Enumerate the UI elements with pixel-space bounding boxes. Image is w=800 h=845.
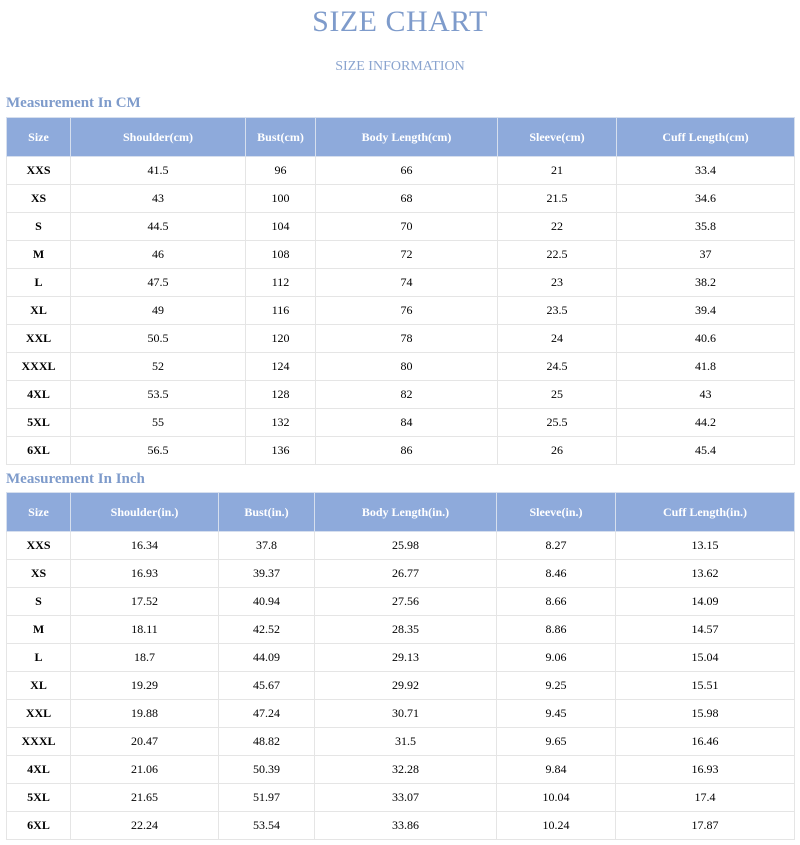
measurement-cell: 38.2 [617,269,795,297]
measurement-cell: 33.07 [315,784,497,812]
column-header: Cuff Length(in.) [616,493,795,532]
table-row [7,241,795,269]
measurement-cell: 8.66 [497,588,616,616]
measurement-cell: 76 [316,297,498,325]
measurement-cell: 50.5 [71,325,246,353]
measurement-cell: 37.8 [219,532,315,560]
measurement-cell: 15.98 [616,700,795,728]
measurement-cell: 30.71 [315,700,497,728]
measurement-cell: 23.5 [498,297,617,325]
size-cell: L [7,269,71,297]
measurement-cell: 48.82 [219,728,315,756]
measurement-cell: 32.28 [315,756,497,784]
measurement-cell: 116 [246,297,316,325]
table-row [7,756,795,784]
size-cell: XXL [7,700,71,728]
measurement-cell: 22.5 [498,241,617,269]
table-row [7,409,795,437]
measurement-cell: 28.35 [315,616,497,644]
size-cell: XXXL [7,353,71,381]
size-cell: XXXL [7,728,71,756]
measurement-cell: 136 [246,437,316,465]
measurement-cell: 33.4 [617,157,795,185]
size-cell: M [7,616,71,644]
measurement-cell: 22.24 [71,812,219,840]
size-cell: XXS [7,532,71,560]
table-row [7,437,795,465]
table-header-row [7,493,795,532]
measurement-cell: 56.5 [71,437,246,465]
size-cell: XL [7,297,71,325]
measurement-cell: 53.5 [71,381,246,409]
measurement-cell: 14.09 [616,588,795,616]
measurement-cell: 20.47 [71,728,219,756]
table-row [7,532,795,560]
column-header: Body Length(cm) [316,118,498,157]
measurement-cell: 37 [617,241,795,269]
measurement-cell: 8.86 [497,616,616,644]
size-cell: 5XL [7,784,71,812]
measurement-cell: 100 [246,185,316,213]
measurement-cell: 29.13 [315,644,497,672]
measurement-cell: 128 [246,381,316,409]
table-row [7,588,795,616]
column-header: Body Length(in.) [315,493,497,532]
measurement-cell: 47.24 [219,700,315,728]
measurement-cell: 25.5 [498,409,617,437]
measurement-cell: 18.7 [71,644,219,672]
measurement-cell: 21.65 [71,784,219,812]
measurement-cell: 14.57 [616,616,795,644]
column-header: Bust(cm) [246,118,316,157]
measurement-cell: 45.4 [617,437,795,465]
measurement-cell: 27.56 [315,588,497,616]
measurement-cell: 84 [316,409,498,437]
measurement-cell: 21.5 [498,185,617,213]
measurement-cell: 53.54 [219,812,315,840]
size-cell: M [7,241,71,269]
measurement-cell: 44.5 [71,213,246,241]
measurement-cell: 41.5 [71,157,246,185]
table-row [7,297,795,325]
measurement-cell: 23 [498,269,617,297]
size-cell: S [7,588,71,616]
size-cell: 6XL [7,812,71,840]
measurement-cell: 47.5 [71,269,246,297]
measurement-cell: 46 [71,241,246,269]
measurement-cell: 15.04 [616,644,795,672]
measurement-cell: 9.06 [497,644,616,672]
column-header: Shoulder(cm) [71,118,246,157]
table-row [7,672,795,700]
measurement-cell: 10.24 [497,812,616,840]
measurement-cell: 29.92 [315,672,497,700]
measurement-cell: 78 [316,325,498,353]
measurement-cell: 45.67 [219,672,315,700]
measurement-cell: 9.25 [497,672,616,700]
table-row [7,157,795,185]
measurement-cell: 19.88 [71,700,219,728]
table-row [7,269,795,297]
table-row [7,325,795,353]
measurement-cell: 108 [246,241,316,269]
measurement-cell: 52 [71,353,246,381]
measurement-cell: 68 [316,185,498,213]
measurement-cell: 82 [316,381,498,409]
table-row [7,185,795,213]
measurement-cell: 21 [498,157,617,185]
measurement-cell: 22 [498,213,617,241]
measurement-cell: 25.98 [315,532,497,560]
size-cell: 5XL [7,409,71,437]
section-title-cm: Measurement In CM [6,95,141,111]
column-header: Shoulder(in.) [71,493,219,532]
measurement-cell: 124 [246,353,316,381]
measurement-cell: 40.6 [617,325,795,353]
measurement-cell: 39.37 [219,560,315,588]
measurement-cell: 51.97 [219,784,315,812]
measurement-cell: 16.93 [71,560,219,588]
measurement-cell: 80 [316,353,498,381]
column-header: Bust(in.) [219,493,315,532]
page-subtitle: SIZE INFORMATION [335,59,465,74]
measurement-cell: 9.65 [497,728,616,756]
measurement-cell: 17.52 [71,588,219,616]
measurement-cell: 24.5 [498,353,617,381]
measurement-cell: 26.77 [315,560,497,588]
table-row [7,381,795,409]
measurement-cell: 33.86 [315,812,497,840]
measurement-cell: 43 [617,381,795,409]
measurement-cell: 17.87 [616,812,795,840]
measurement-cell: 21.06 [71,756,219,784]
table-row [7,353,795,381]
measurement-cell: 9.45 [497,700,616,728]
measurement-cell: 19.29 [71,672,219,700]
measurement-cell: 26 [498,437,617,465]
column-header: Size [7,118,71,157]
size-table-inch [6,492,795,840]
size-cell: 4XL [7,756,71,784]
measurement-cell: 35.8 [617,213,795,241]
measurement-cell: 104 [246,213,316,241]
measurement-cell: 18.11 [71,616,219,644]
size-cell: S [7,213,71,241]
section-title-inch: Measurement In Inch [6,471,145,487]
measurement-cell: 13.62 [616,560,795,588]
table-row [7,213,795,241]
measurement-cell: 39.4 [617,297,795,325]
size-table-cm [6,117,795,465]
measurement-cell: 132 [246,409,316,437]
measurement-cell: 40.94 [219,588,315,616]
measurement-cell: 16.46 [616,728,795,756]
measurement-cell: 72 [316,241,498,269]
measurement-cell: 41.8 [617,353,795,381]
measurement-cell: 66 [316,157,498,185]
size-cell: XS [7,560,71,588]
size-cell: 4XL [7,381,71,409]
size-cell: XXL [7,325,71,353]
measurement-cell: 8.27 [497,532,616,560]
table-row [7,728,795,756]
measurement-cell: 34.6 [617,185,795,213]
measurement-cell: 31.5 [315,728,497,756]
measurement-cell: 16.93 [616,756,795,784]
table-row [7,812,795,840]
measurement-cell: 42.52 [219,616,315,644]
measurement-cell: 74 [316,269,498,297]
size-cell: XXS [7,157,71,185]
measurement-cell: 50.39 [219,756,315,784]
measurement-cell: 24 [498,325,617,353]
size-cell: L [7,644,71,672]
measurement-cell: 25 [498,381,617,409]
measurement-cell: 44.2 [617,409,795,437]
measurement-cell: 9.84 [497,756,616,784]
measurement-cell: 49 [71,297,246,325]
measurement-cell: 120 [246,325,316,353]
page-title: SIZE CHART [312,5,488,38]
measurement-cell: 15.51 [616,672,795,700]
table-row [7,616,795,644]
measurement-cell: 44.09 [219,644,315,672]
size-cell: XL [7,672,71,700]
column-header: Cuff Length(cm) [617,118,795,157]
table-row [7,784,795,812]
measurement-cell: 86 [316,437,498,465]
column-header: Size [7,493,71,532]
measurement-cell: 8.46 [497,560,616,588]
table-header-row [7,118,795,157]
size-cell: XS [7,185,71,213]
measurement-cell: 96 [246,157,316,185]
column-header: Sleeve(cm) [498,118,617,157]
column-header: Sleeve(in.) [497,493,616,532]
measurement-cell: 70 [316,213,498,241]
table-row [7,560,795,588]
measurement-cell: 43 [71,185,246,213]
table-row [7,700,795,728]
measurement-cell: 55 [71,409,246,437]
measurement-cell: 13.15 [616,532,795,560]
measurement-cell: 10.04 [497,784,616,812]
measurement-cell: 17.4 [616,784,795,812]
measurement-cell: 112 [246,269,316,297]
table-row [7,644,795,672]
measurement-cell: 16.34 [71,532,219,560]
size-cell: 6XL [7,437,71,465]
